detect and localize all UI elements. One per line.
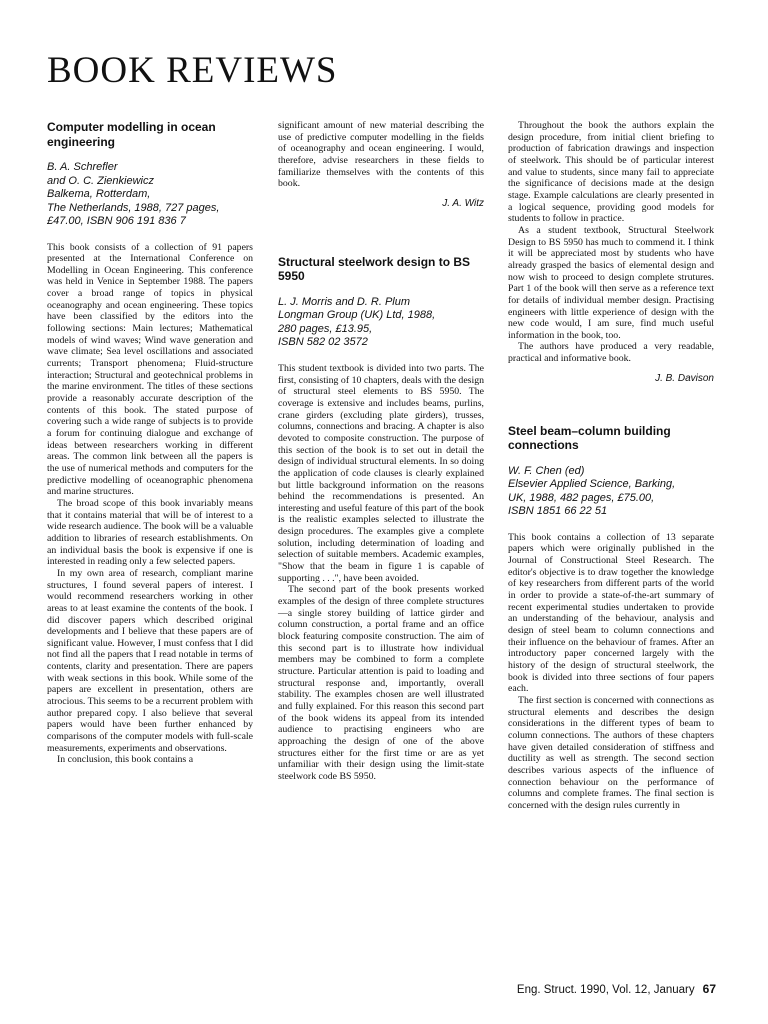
review-title: Structural steelwork design to BS 5950 — [278, 254, 471, 284]
meta-line: 280 pages, £13.95, — [278, 322, 373, 335]
paragraph: The first section is concerned with connections as structural elements and describes the design considerations in the different types of beam to column connections. The authors of these chapters have given detailed consideration of stiffness and ductility as well as strength. The second section describes various aspects of the influence of connection behaviour on the performance of columns and complete frames. The final section is concerned with the design rules currently in — [508, 694, 714, 811]
review-body-continued — [278, 120, 484, 190]
review-beam-column-connections — [508, 424, 714, 812]
meta-line: ISBN 1851 66 22 51 — [508, 505, 608, 518]
meta-line: The Netherlands, 1988, 727 pages, — [47, 201, 220, 214]
meta-line: ISBN 582 02 3572 — [278, 336, 368, 349]
review-body — [47, 242, 253, 767]
review-bibliographic-info — [278, 296, 484, 350]
paragraph: In my own area of research, compliant marine structures, I found several papers of interest. I would recommend researchers working in other areas to at least examine the contents of the book. I did discover papers which described original developments and I believe that these papers are of significant value. However, I must confess that I did not find all the papers that I read notable in terms of contents, clarity and presentation. There are papers with weak sections in this book. While some of the papers are excellent in presentation, others are atrocious. This seems to be a recurrent problem with author prepared copy. I also believe that several papers would have been further enhanced by comparisons of the computer models with full-scale measurements, experiments and observations. — [47, 567, 253, 754]
paragraph: As a student textbook, Structural Steelwork Design to BS 5950 has much to commend it. I think it will be appreciated most by students who have already grasped the basics of elemental design and now wish to proceed to design complete strutures. Part 1 of the book will then serve as a reference text for details of individual member design. Practising engineers with little experience of design with the new code would, I am sure, find much useful information in the book, too. — [508, 224, 714, 341]
paragraph: This book contains a collection of 13 separate papers which were originally published in the Journal of Constructional Steel Research. The editor's objective is to draw together the knowledge of key researchers from different parts of the world in order to provide a state-of-the-art summary of recent experimental studies undertaken to provide an understanding of the behaviour, analysis and design of steel beam to column connections and their influence on the behaviour of frames. After an introductory paper concerned largely with the history of the design of structural steelwork, the book is divided into three sections of four papers each. — [508, 531, 714, 695]
review-bibliographic-info — [508, 465, 714, 519]
meta-line: £47.00, ISBN 906 191 836 7 — [47, 215, 186, 227]
paragraph: The broad scope of this book invariably means that it contains material that will be of interest to a wide research audience. The book will be a valuable addition to libraries of research establishments. On an individual basis the book is expensive if one is interested in reading only a few selected papers. — [47, 497, 253, 568]
paragraph: significant amount of new material describing the use of predictive computer modelling in the fields of oceanography and ocean engineering. I would, therefore, advise researchers in these fields to familiarize themselves with the contents of this book. — [278, 120, 484, 190]
meta-line: Elsevier Applied Science, Barking, — [508, 478, 676, 491]
review-title: Steel beam–column building connections — [508, 423, 671, 453]
review-body — [278, 363, 484, 783]
journal-citation: Eng. Struct. 1990, Vol. 12, January — [516, 984, 695, 996]
meta-line: Balkema, Rotterdam, — [47, 188, 151, 200]
paragraph: The authors have produced a very readable, practical and informative book. — [508, 341, 714, 365]
column-3 — [508, 120, 714, 812]
reviewer-name: J. B. Davison — [655, 372, 714, 384]
review-title: Computer modelling in ocean engineering — [47, 120, 216, 149]
meta-line: B. A. Schrefler — [47, 161, 118, 173]
review-structural-steelwork — [278, 255, 484, 783]
meta-line: UK, 1988, 482 pages, £75.00, — [508, 491, 655, 504]
reviewer-name: J. A. Witz — [442, 197, 484, 209]
page-number: 67 — [702, 982, 716, 996]
paragraph: This student textbook is divided into two parts. The first, consisting of 10 chapters, deals with the design of structural steel elements to BS 5950. The coverage is extensive and includes beams, purlins, crane girders (excluding plate girders), trusses, columns, connections and bracing. A chapter is also devoted to composite construction. The purpose of this section of the book is to set out in detail the design of individual structural elements. In so doing the application of code clauses is clearly explained but little background information on the reasons behind the recommendations is presented. An interesting and useful feature of this part of the book is the realistic examples selected to illustrate the design procedures. The examples give a complete solution, including determination of loading and selection of suitable members. Academic examples, "Show that the beam in figure 1 is capable of supporting . . .", have been avoided. — [278, 362, 484, 584]
review-body — [508, 532, 714, 812]
page-title: BOOK REVIEWS — [47, 50, 338, 91]
review-bibliographic-info — [47, 161, 253, 229]
paragraph: Throughout the book the authors explain the design procedure, from initial client briefing to production of fabrication drawings and inspection of steelwork. This should be of particular interest and value to students, since many fail to appreciate the significance of decisions made at the design stage. Example calculations are clearly presented in a logical sequence, providing good models for students to follow in practice. — [508, 120, 714, 225]
column-1 — [47, 120, 253, 766]
review-body-continued — [508, 120, 714, 365]
paragraph: The second part of the book presents worked examples of the design of three complete structures—a single storey building of lattice girder and column construction, a portal frame and an office block featuring composite construction. The aim of this second part is to illustrate how individual members may be combined to form a complete structure. Particular attention is paid to loading and structural response and, importantly, overall stability. The examples chosen are well illustrated and fully explained. For this reason this second part of the book widens its appeal from its intended audience to practising engineers who are approaching the design of one of the above structures either for the first time or are as yet unfamiliar with their design using the limit-state steelwork code BS 5950. — [278, 584, 484, 782]
paragraph: This book consists of a collection of 91 papers presented at the International Conference on Modelling in Ocean Engineering. This conference was held in Venice in September 1988. The papers cover a broad range of topics in physical oceanography and ocean engineering. These topics have been classified by the editors into the following sections: Main lectures; Mathematical models of wind waves; Wind wave generation and wave climate; Sea level oscillations and associated currents; Transport phenomena; Fluid-structure interaction; Structural and geotechnical problems in the marine environment. The titles of these sections provide a reasonably accurate description of the contents of this book. The stated purpose of covering such a wide range of subjects is to provide a forum for continuing dialogue and exchange of ideas between researchers working in different areas. The common link between all the papers is the use of numerical methods and computers for the predictive modelling of oceanographic phenomena and marine structures. — [47, 241, 253, 498]
meta-line: Longman Group (UK) Ltd, 1988, — [278, 309, 436, 322]
meta-line: and O. C. Zienkiewicz — [47, 174, 154, 187]
column-2 — [278, 120, 484, 783]
meta-line: L. J. Morris and D. R. Plum — [278, 295, 411, 308]
paragraph: In conclusion, this book contains a — [57, 754, 194, 766]
meta-line: W. F. Chen (ed) — [508, 464, 585, 477]
page-footer — [517, 982, 716, 996]
review-ocean-engineering — [47, 120, 253, 766]
